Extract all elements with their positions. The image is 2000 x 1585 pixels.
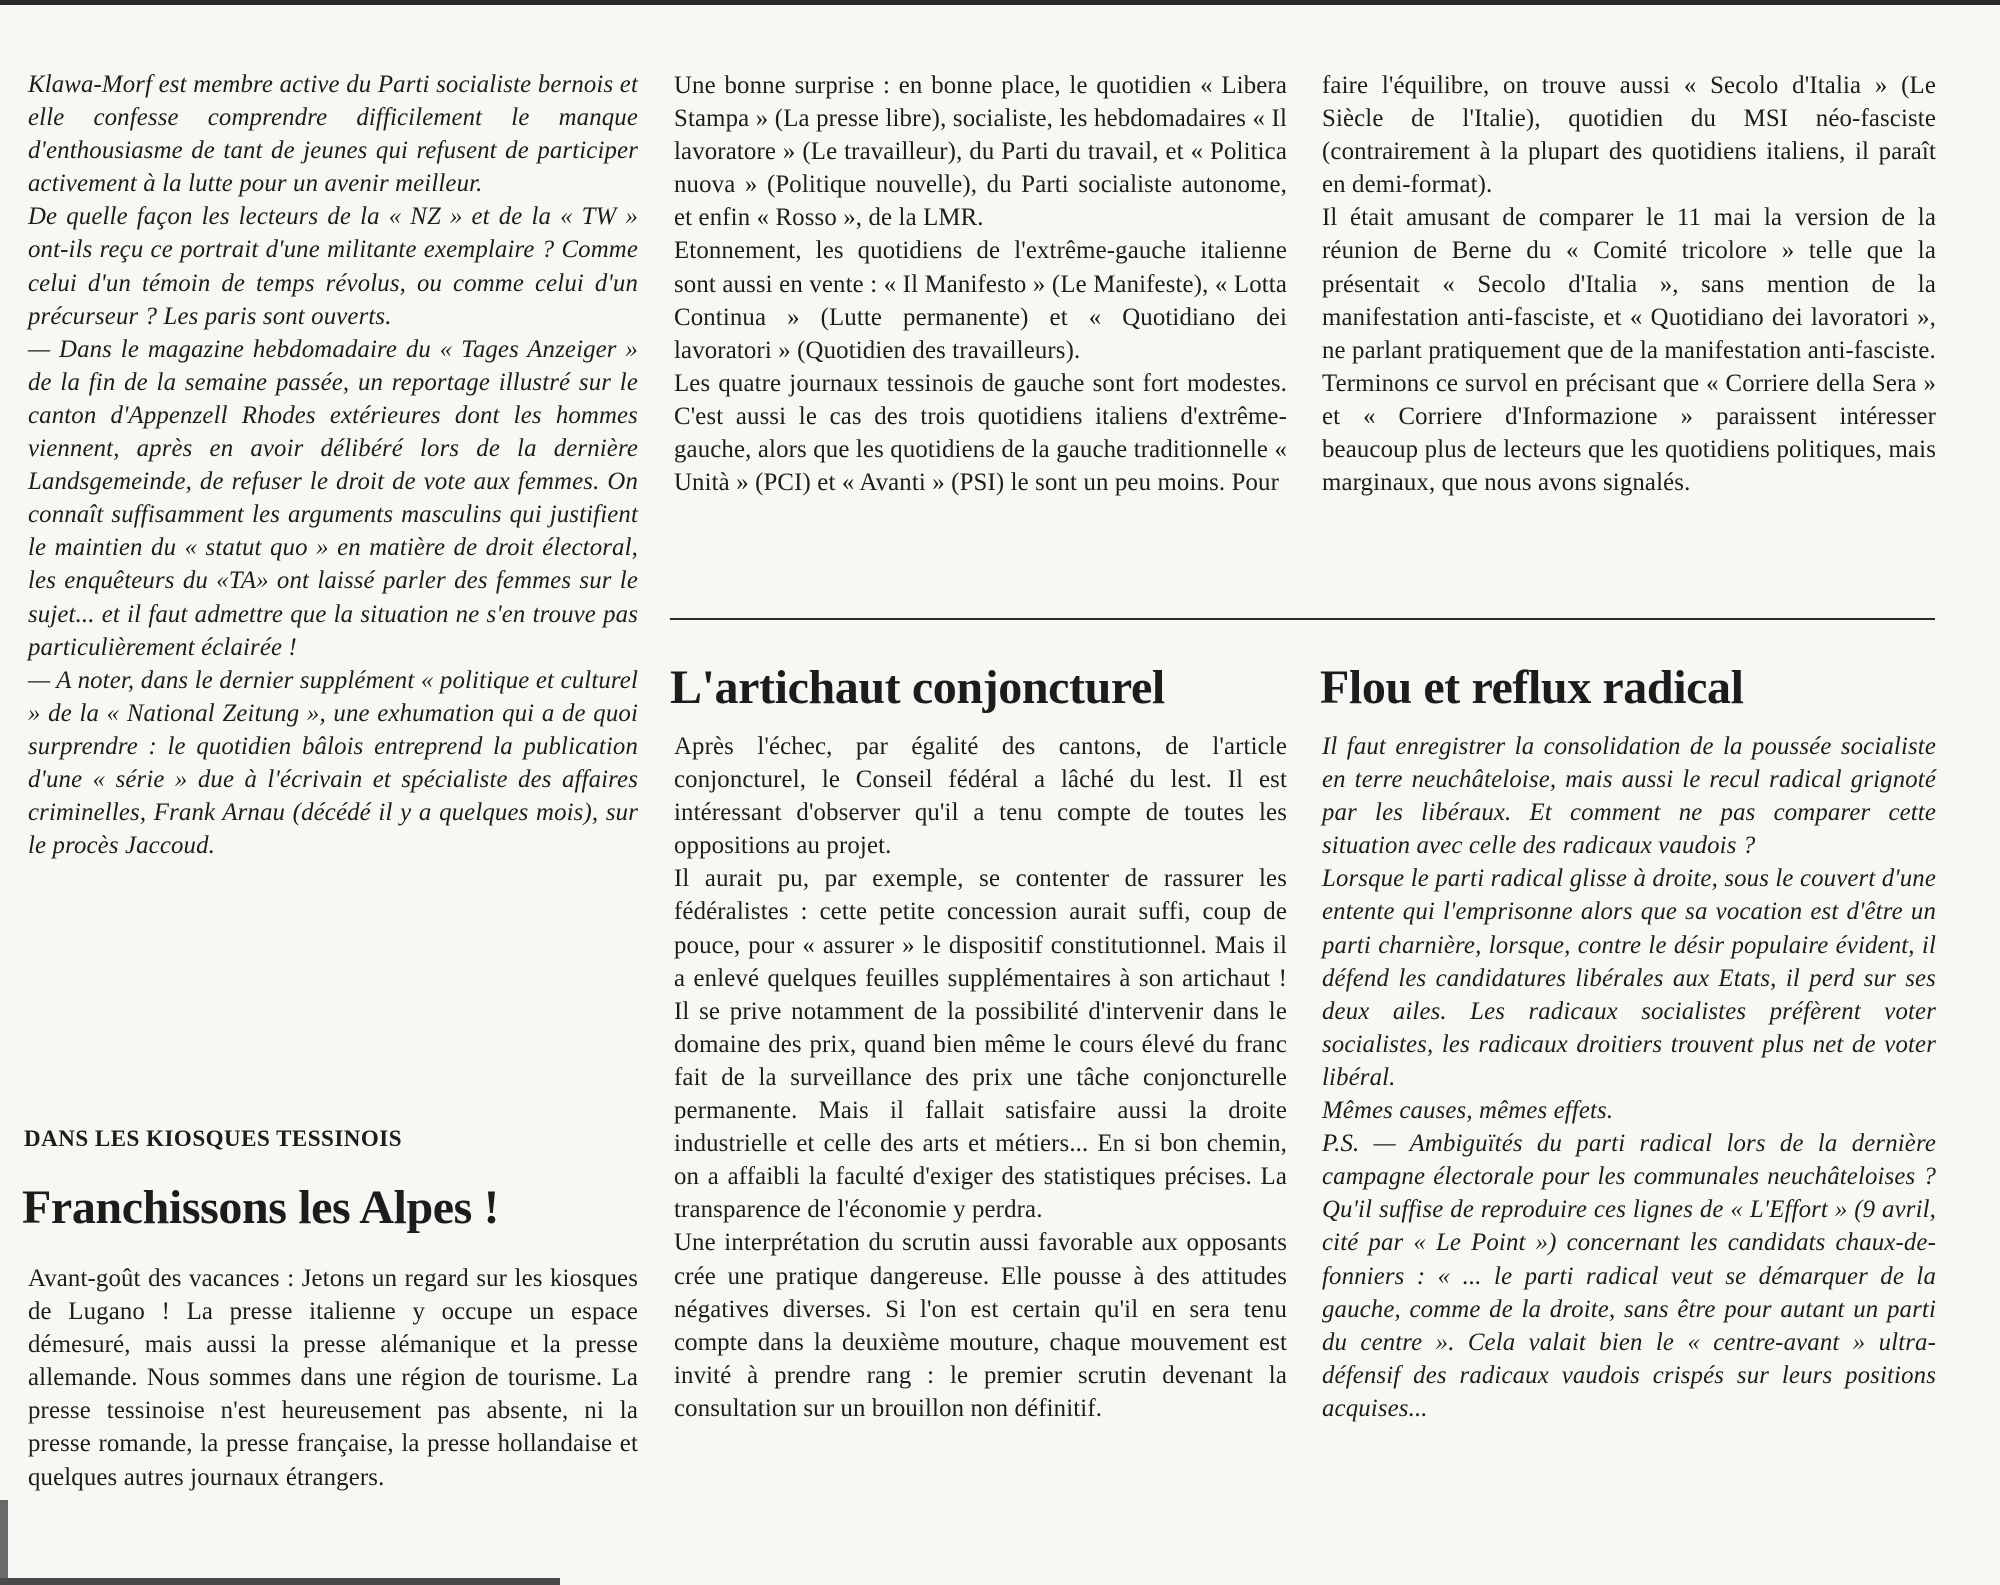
kicker-kiosques: DANS LES KIOSQUES TESSINOIS	[24, 1126, 403, 1151]
paragraph: Après l'échec, par égalité des cantons, de l'article conjoncturel, le Conseil fédéral a lâché du lest. Il est intéressant d'observer qu'il a tenu compte de toutes les oppositions au projet.	[674, 733, 1287, 860]
section-divider-rule	[670, 618, 1935, 620]
top-rule	[0, 0, 2000, 5]
paragraph: — A noter, dans le dernier supplément « politique et culturel » de la « National Zeitung », une exhumation qui a de quoi surprendre : le quotidien bâlois entreprend la publication d'une « série » due à l'écrivain et spécialiste des affaires criminelles, Frank Arnau (décédé il y a quelques mois), sur le procès Jaccoud.	[28, 666, 638, 860]
column-3-text	[1322, 69, 1936, 499]
paragraph: — Dans le magazine hebdomadaire du « Tages Anzeiger » de la fin de la semaine passée, un reportage illustré sur le canton d'Appenzell Rhodes extérieures dont les hommes viennent, après en avoir délibéré lors de la dernière Landsgemeinde, de refuser le droit de vote aux femmes. On connaît suffisamment les arguments masculins qui justifient le maintien du « statut quo » en matière de droit électoral, les enquêteurs du «TA» ont laissé parler des femmes sur le sujet... et il faut admettre que la situation ne s'en trouve pas particulièrement éclairée !	[28, 335, 638, 661]
paragraph: Une bonne surprise : en bonne place, le quotidien « Libera Stampa » (La presse libre), socialiste, les hebdomadaires « Il lavoratore » (Le travailleur), du Parti du travail, et « Politica nuova » (Politique nouvelle), du Parti socialiste autonome, et enfin « Rosso », de la LMR.	[674, 72, 1287, 232]
paragraph: Une interprétation du scrutin aussi favorable aux opposants crée une pratique dangereuse. Elle pousse à des attitudes négatives diverses. Si l'on est certain qu'il en sera tenu compte dans la deuxième mouture, chaque mouvement est invité à prendre rang : le premier scrutin devenant la consultation sur un brouillon non définitif.	[674, 1229, 1287, 1422]
scan-edge-left	[0, 1500, 8, 1585]
headline-franchissons-les-alpes: Franchissons les Alpes !	[22, 1181, 500, 1234]
paragraph: Il était amusant de comparer le 11 mai la version de la réunion de Berne du « Comité tricolore » telle que la présentait « Secolo d'Italia », sans mention de la manifestation anti-fasciste, et « Quotidiano dei lavoratori », ne parlant pratiquement que de la manifestation anti-fasciste.	[1322, 204, 1936, 364]
column-1-text	[28, 68, 638, 862]
paragraph: Etonnement, les quotidiens de l'extrême-gauche italienne sont aussi en vente : « Il Manifesto » (Le Manifeste), « Lotta Continua » (Lutte permanente) et « Quotidiano dei lavoratori » (Quotidien des travailleurs).	[674, 237, 1287, 364]
headline-flou-et-reflux-radical: Flou et reflux radical	[1320, 661, 1744, 714]
paragraph: Mêmes causes, mêmes effets.	[1322, 1097, 1614, 1125]
paragraph: Il faut enregistrer la consolidation de la poussée socialiste en terre neuchâteloise, mais aussi le recul radical grignoté par les libéraux. Et comment ne pas comparer cette situation avec celle des radicaux vaudois ?	[1322, 733, 1936, 860]
artichaut-article-text	[674, 730, 1287, 1425]
scan-edge-bottom	[0, 1578, 560, 1585]
kiosques-article-text	[28, 1262, 638, 1494]
paragraph: P.S. — Ambiguïtés du parti radical lors de la dernière campagne électorale pour les communales neuchâteloises ? Qu'il suffise de reproduire ces lignes de « L'Effort » (9 avril, cité par « Le Point ») concernant les candidats chaux-de-fonniers : « ... le parti radical veut se démarquer de la gauche, comme de la droite, sans être pour autant un parti du centre ». Cela valait bien le « centre-avant » ultra-défensif des radicaux vaudois crispés sur leurs positions acquises...	[1322, 1130, 1936, 1422]
paragraph: Il aurait pu, par exemple, se contenter de rassurer les fédéralistes : cette petite concession aurait suffi, coup de pouce, pour « assurer » le dispositif constitutionnel. Mais il a enlevé quelques feuilles supplémentaires à son artichaut ! Il se prive notamment de la possibilité d'intervenir dans le domaine des prix, quand bien même le cours élevé du franc fait de la surveillance des prix une tâche conjoncturelle permanente. Mais il fallait satisfaire aussi la droite industrielle et celle des arts et métiers... En si bon chemin, on a affaibli la faculté d'exiger des statistiques précises. La transparence de l'économie y perdra.	[674, 865, 1287, 1224]
headline-artichaut-conjoncturel: L'artichaut conjoncturel	[670, 661, 1165, 714]
paragraph: Lorsque le parti radical glisse à droite, sous le couvert d'une entente qui l'emprisonne alors que sa vocation est d'être un parti charnière, lorsque, contre le désir populaire évident, il défend les candidatures libérales aux Etats, il perd sur ses deux ailes. Les radicaux socialistes préfèrent voter socialistes, les radicaux droitiers trouvent plus net de voter libéral.	[1322, 865, 1936, 1091]
paragraph: Les quatre journaux tessinois de gauche sont fort modestes. C'est aussi le cas des trois quotidiens italiens d'extrême-gauche, alors que les quotidiens de la gauche traditionnelle « Unità » (PCI) et « Avanti » (PSI) le sont un peu moins. Pour	[674, 369, 1287, 497]
flou-article-text	[1322, 730, 1936, 1425]
paragraph: Terminons ce survol en précisant que « Corriere della Sera » et « Corriere d'Informazione » paraissent intéresser beaucoup plus de lecteurs que les quotidiens politiques, mais marginaux, que nous avons signalés.	[1322, 369, 1936, 497]
paragraph: Avant-goût des vacances : Jetons un regard sur les kiosques de Lugano ! La presse italienne y occupe un espace démesuré, mais aussi la presse alémanique et la presse allemande. Nous sommes dans une région de tourisme. La presse tessinoise n'est heureusement pas absente, ni la presse romande, la presse française, la presse hollandaise et quelques autres journaux étrangers.	[28, 1265, 638, 1491]
column-2-text	[674, 69, 1287, 499]
paragraph: Klawa-Morf est membre active du Parti socialiste bernois et elle confesse comprendre difficilement le manque d'enthousiasme de tant de jeunes qui refusent de participer activement à la lutte pour un avenir meilleur.	[28, 71, 638, 198]
paragraph: De quelle façon les lecteurs de la « NZ » et de la « TW » ont-ils reçu ce portrait d'une militante exemplaire ? Comme celui d'un témoin de temps révolus, ou comme celui d'un précurseur ? Les paris sont ouverts.	[28, 203, 638, 330]
paragraph: faire l'équilibre, on trouve aussi « Secolo d'Italia » (Le Siècle de l'Italie), quotidien du MSI néo-fasciste (contrairement à la plupart des quotidiens italiens, il paraît en demi-format).	[1322, 72, 1936, 199]
